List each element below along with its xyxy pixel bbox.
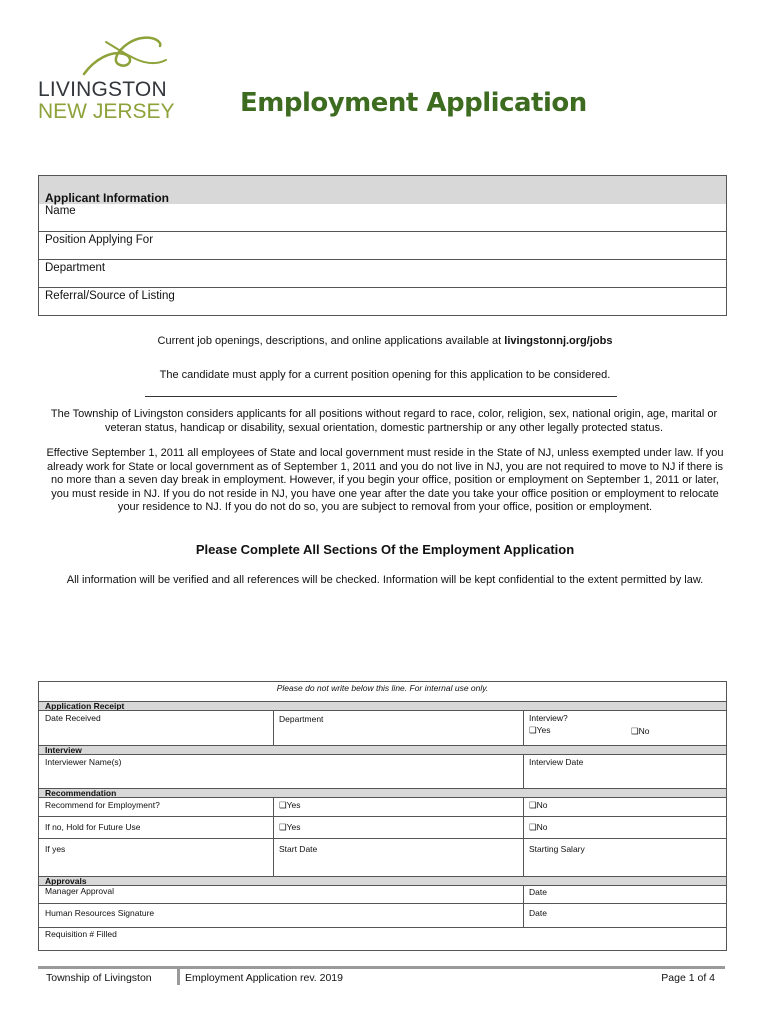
row-divider [39,838,726,839]
footer-doc-title: Employment Application rev. 2019 [185,972,343,984]
divider [145,396,617,397]
approvals-section-header [39,876,726,885]
footer-page-number: Page 1 of 4 [661,972,715,984]
recommend-no-checkbox[interactable]: ❑No [529,800,548,810]
internal-use-table [38,681,727,951]
recommendation-section-header [39,788,726,797]
applicant-info-heading: Applicant Information [45,191,169,205]
job-openings-text: Current job openings, descriptions, and online applications available at [157,335,505,347]
starting-salary-field[interactable]: Starting Salary [529,844,585,854]
receipt-department-field[interactable]: Department [279,714,324,724]
recommend-label: Recommend for Employment? [45,800,160,810]
interview-section-header [39,745,726,754]
referral-field[interactable] [39,287,726,315]
residency-text: Effective September 1, 2011 all employees of State and local government must reside in the State of NJ, unless exempted under law. If you already work for State or local government as of September 1, 2011 and you do not live in NJ, you are not required to move to NJ if there is no more than a seven day break in employment. However, if you begin your office, position or employment on September 1, 2011 or later, you must reside in NJ. If you do not reside in NJ, you have one year after the date you take your office position or employment to relocate your residence to NJ. If you do not do so, you are subject to removal from your office, position or employment. [46,447,724,513]
recommendation-heading: Recommendation [45,788,117,798]
footer-org: Township of Livingston [46,972,152,984]
col-divider [523,885,524,928]
interview-question-label: Interview? [529,713,568,723]
interview-date-field[interactable]: Interview Date [529,757,584,767]
position-field[interactable] [39,231,726,259]
page-title: Employment Application [240,88,587,118]
row-divider [39,710,726,711]
position-label: Position Applying For [45,234,154,246]
hold-no-checkbox[interactable]: ❑No [529,822,548,832]
row-divider [39,797,726,798]
equal-opportunity-text: The Township of Livingston considers applicants for all positions without regard to race, color, religion, sex, national origin, age, marital or veteran status, handicap or disability, sexual orientation, domestic partnership or any other legally protected status. [50,408,718,434]
job-openings-line [40,335,730,349]
hr-signature-field[interactable]: Human Resources Signature [45,908,155,918]
recommend-yes-checkbox[interactable]: ❑Yes [279,800,301,810]
applicant-info-header [39,176,726,204]
logo-text-livingston: LIVINGSTON [38,78,167,101]
township-logo [38,30,173,130]
interview-yes-checkbox[interactable]: ❑Yes [529,725,551,735]
department-label: Department [45,262,106,274]
if-yes-label: If yes [45,844,66,854]
logo-text-new-jersey: NEW JERSEY [38,100,175,123]
interview-heading: Interview [45,745,82,755]
receipt-heading: Application Receipt [45,701,125,711]
hr-date-field[interactable]: Date [529,908,547,918]
hold-yes-checkbox[interactable]: ❑Yes [279,822,301,832]
row-divider [39,754,726,755]
name-label: Name [45,205,76,217]
hold-label: If no, Hold for Future Use [45,822,141,832]
approvals-heading: Approvals [45,876,87,886]
row-divider [39,903,726,904]
row-divider [39,885,726,886]
col-divider [523,797,524,877]
verification-notice: All information will be verified and all references will be checked. Information will be kept confidential to the extent permitted by law. [66,574,704,586]
must-apply-text: The candidate must apply for a current position opening for this application to be considered. [159,369,611,381]
footer-separator [177,969,180,985]
logo-swirl-icon [76,30,171,78]
start-date-field[interactable]: Start Date [279,844,318,854]
col-divider [273,710,274,746]
applicant-info-table [38,175,727,316]
row-divider [39,816,726,817]
receipt-section-header [39,701,726,710]
referral-label: Referral/Source of Listing [45,290,175,302]
name-field[interactable] [39,204,726,231]
section-heading: Please Complete All Sections Of the Employment Application [195,542,575,557]
internal-use-note: Please do not write below this line. For internal use only. [276,683,489,693]
date-received-field[interactable]: Date Received [45,713,101,723]
requisition-field[interactable]: Requisition # Filled [45,929,117,939]
interview-no-checkbox[interactable]: ❑No [631,726,650,736]
col-divider [523,754,524,788]
interviewer-names-field[interactable]: Interviewer Name(s) [45,757,122,767]
jobs-link[interactable]: livingstonnj.org/jobs [504,335,613,347]
col-divider [523,710,524,746]
manager-date-field[interactable]: Date [529,887,547,897]
row-divider [39,927,726,928]
col-divider [273,797,274,877]
department-field[interactable] [39,259,726,287]
page-footer [38,966,725,987]
manager-approval-field[interactable]: Manager Approval [45,886,114,896]
